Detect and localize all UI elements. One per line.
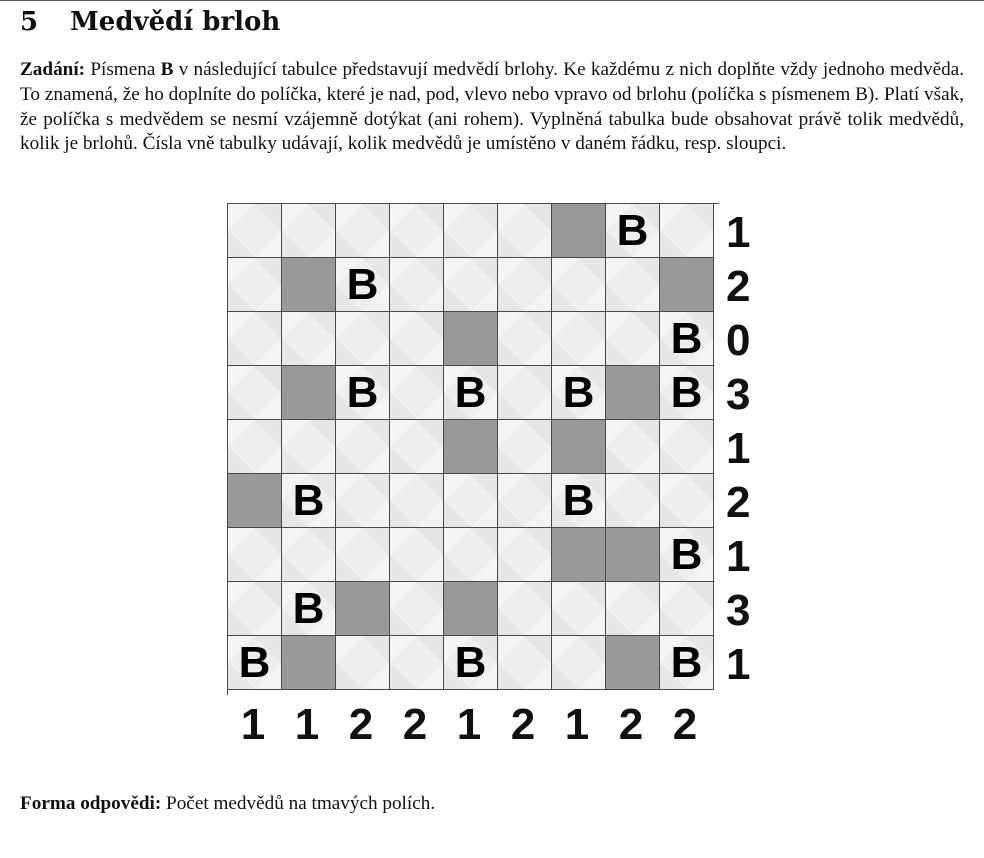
dark-cell[interactable] <box>606 528 660 582</box>
grid-cell[interactable] <box>336 204 390 258</box>
grid-cell[interactable] <box>498 366 552 420</box>
grid-cell[interactable] <box>660 420 714 474</box>
dark-cell[interactable] <box>282 366 336 420</box>
grid-cell[interactable] <box>606 474 660 528</box>
row-clues <box>722 206 762 692</box>
grid-cell[interactable] <box>282 312 336 366</box>
den-cell[interactable]: B <box>282 474 336 528</box>
column-clue: 1 <box>294 700 320 749</box>
grid-cell[interactable] <box>660 582 714 636</box>
dark-cell[interactable] <box>336 582 390 636</box>
den-cell[interactable]: B <box>336 258 390 312</box>
column-clue: 2 <box>348 700 374 749</box>
den-cell[interactable]: B <box>660 636 714 690</box>
den-cell[interactable]: B <box>660 528 714 582</box>
dark-cell[interactable] <box>228 474 282 528</box>
grid-cell[interactable] <box>336 312 390 366</box>
den-cell[interactable]: B <box>444 636 498 690</box>
grid-cell[interactable] <box>336 420 390 474</box>
grid-cell[interactable] <box>390 366 444 420</box>
grid-cell[interactable] <box>498 420 552 474</box>
task-letter: B <box>160 59 174 80</box>
den-cell[interactable]: B <box>444 366 498 420</box>
row-clue: 0 <box>726 316 751 365</box>
grid-cell[interactable] <box>660 204 714 258</box>
grid-cell[interactable] <box>552 582 606 636</box>
grid-cell[interactable] <box>228 312 282 366</box>
den-cell[interactable]: B <box>336 366 390 420</box>
den-cell[interactable]: B <box>660 366 714 420</box>
grid-cell[interactable] <box>606 582 660 636</box>
task-text-2: v následující tabulce představují medvědí brlohy. Ke každému z nich doplňte vždy jednoho medvěda. To znamená, že ho doplníte do políčka, které je nad, pod, vlevo nebo vpravo od brlohu (políčka s písmenem B). Platí však, že políčka s medvědem se nesmí vzájemně dotýkat (ani rohem). Vyplněná tabulka bude obsahovat právě tolik medvědů, kolik je brlohů. Čísla vně tabulky udávají, kolik medvědů je umístěno v daném řádku, resp. sloupci. <box>20 59 964 155</box>
column-clues <box>226 700 712 750</box>
answer-label: Forma odpovědi: <box>20 793 162 814</box>
answer-text: Počet medvědů na tmavých polích. <box>161 793 436 814</box>
den-cell[interactable]: B <box>228 636 282 690</box>
grid-cell[interactable] <box>606 420 660 474</box>
grid-cell[interactable] <box>498 582 552 636</box>
dark-cell[interactable] <box>444 420 498 474</box>
section-heading <box>20 3 280 41</box>
task-description <box>20 58 964 157</box>
dark-cell[interactable] <box>660 258 714 312</box>
dark-cell[interactable] <box>552 528 606 582</box>
grid-cell[interactable] <box>390 528 444 582</box>
grid-cell[interactable] <box>228 528 282 582</box>
column-clue: 1 <box>564 700 590 749</box>
grid-cell[interactable] <box>552 258 606 312</box>
grid-cell[interactable] <box>552 312 606 366</box>
grid-cell[interactable] <box>660 474 714 528</box>
section-title: Medvědí brloh <box>70 7 281 37</box>
dark-cell[interactable] <box>552 204 606 258</box>
dark-cell[interactable] <box>606 636 660 690</box>
grid-cell[interactable] <box>444 474 498 528</box>
task-label: Zadání: <box>20 59 86 80</box>
puzzle-grid <box>227 203 719 695</box>
den-cell[interactable]: B <box>282 582 336 636</box>
grid-cell[interactable] <box>498 258 552 312</box>
grid-cell[interactable] <box>390 258 444 312</box>
grid-cell[interactable] <box>444 258 498 312</box>
grid-cell[interactable] <box>336 636 390 690</box>
grid-cell[interactable] <box>390 420 444 474</box>
column-clue: 2 <box>672 700 698 749</box>
grid-cell[interactable] <box>336 528 390 582</box>
dark-cell[interactable] <box>606 366 660 420</box>
grid-cell[interactable] <box>282 528 336 582</box>
grid-cell[interactable] <box>228 258 282 312</box>
row-clue: 1 <box>726 532 751 581</box>
row-clue: 1 <box>726 640 751 689</box>
column-clue: 1 <box>240 700 266 749</box>
column-clue: 2 <box>618 700 644 749</box>
grid-cell[interactable] <box>498 312 552 366</box>
dark-cell[interactable] <box>552 420 606 474</box>
grid-cell[interactable] <box>498 474 552 528</box>
row-clue: 1 <box>726 424 751 473</box>
top-rule <box>0 0 984 1</box>
grid-cell[interactable] <box>390 204 444 258</box>
den-cell[interactable]: B <box>552 474 606 528</box>
row-clue: 1 <box>726 208 751 257</box>
grid-cell[interactable] <box>282 204 336 258</box>
den-cell[interactable]: B <box>660 312 714 366</box>
row-clue: 2 <box>726 478 751 527</box>
grid-cell[interactable] <box>498 528 552 582</box>
column-clue: 2 <box>402 700 428 749</box>
dark-cell[interactable] <box>444 582 498 636</box>
grid-cell[interactable] <box>390 312 444 366</box>
grid-cell[interactable] <box>606 312 660 366</box>
grid-cell[interactable] <box>228 582 282 636</box>
grid-cell[interactable] <box>228 366 282 420</box>
dark-cell[interactable] <box>282 636 336 690</box>
grid-cell[interactable] <box>336 474 390 528</box>
column-clue: 1 <box>456 700 482 749</box>
grid-cell[interactable] <box>282 420 336 474</box>
grid-cell[interactable] <box>498 636 552 690</box>
grid-cell[interactable] <box>390 474 444 528</box>
grid-cell[interactable] <box>444 204 498 258</box>
den-cell[interactable]: B <box>606 204 660 258</box>
grid-cell[interactable] <box>390 582 444 636</box>
answer-format <box>20 792 435 816</box>
grid-cell[interactable] <box>228 204 282 258</box>
dark-cell[interactable] <box>282 258 336 312</box>
column-clue: 2 <box>510 700 536 749</box>
section-number: 5 <box>20 7 39 37</box>
grid-cell[interactable] <box>390 636 444 690</box>
row-clue: 3 <box>726 586 751 635</box>
grid-cell[interactable] <box>552 636 606 690</box>
row-clue: 2 <box>726 262 751 311</box>
den-cell[interactable]: B <box>552 366 606 420</box>
row-clue: 3 <box>726 370 751 419</box>
grid-cell[interactable] <box>606 258 660 312</box>
dark-cell[interactable] <box>444 312 498 366</box>
grid-cell[interactable] <box>444 528 498 582</box>
task-text-1: Písmena <box>85 59 161 80</box>
grid-cell[interactable] <box>498 204 552 258</box>
grid-cell[interactable] <box>228 420 282 474</box>
